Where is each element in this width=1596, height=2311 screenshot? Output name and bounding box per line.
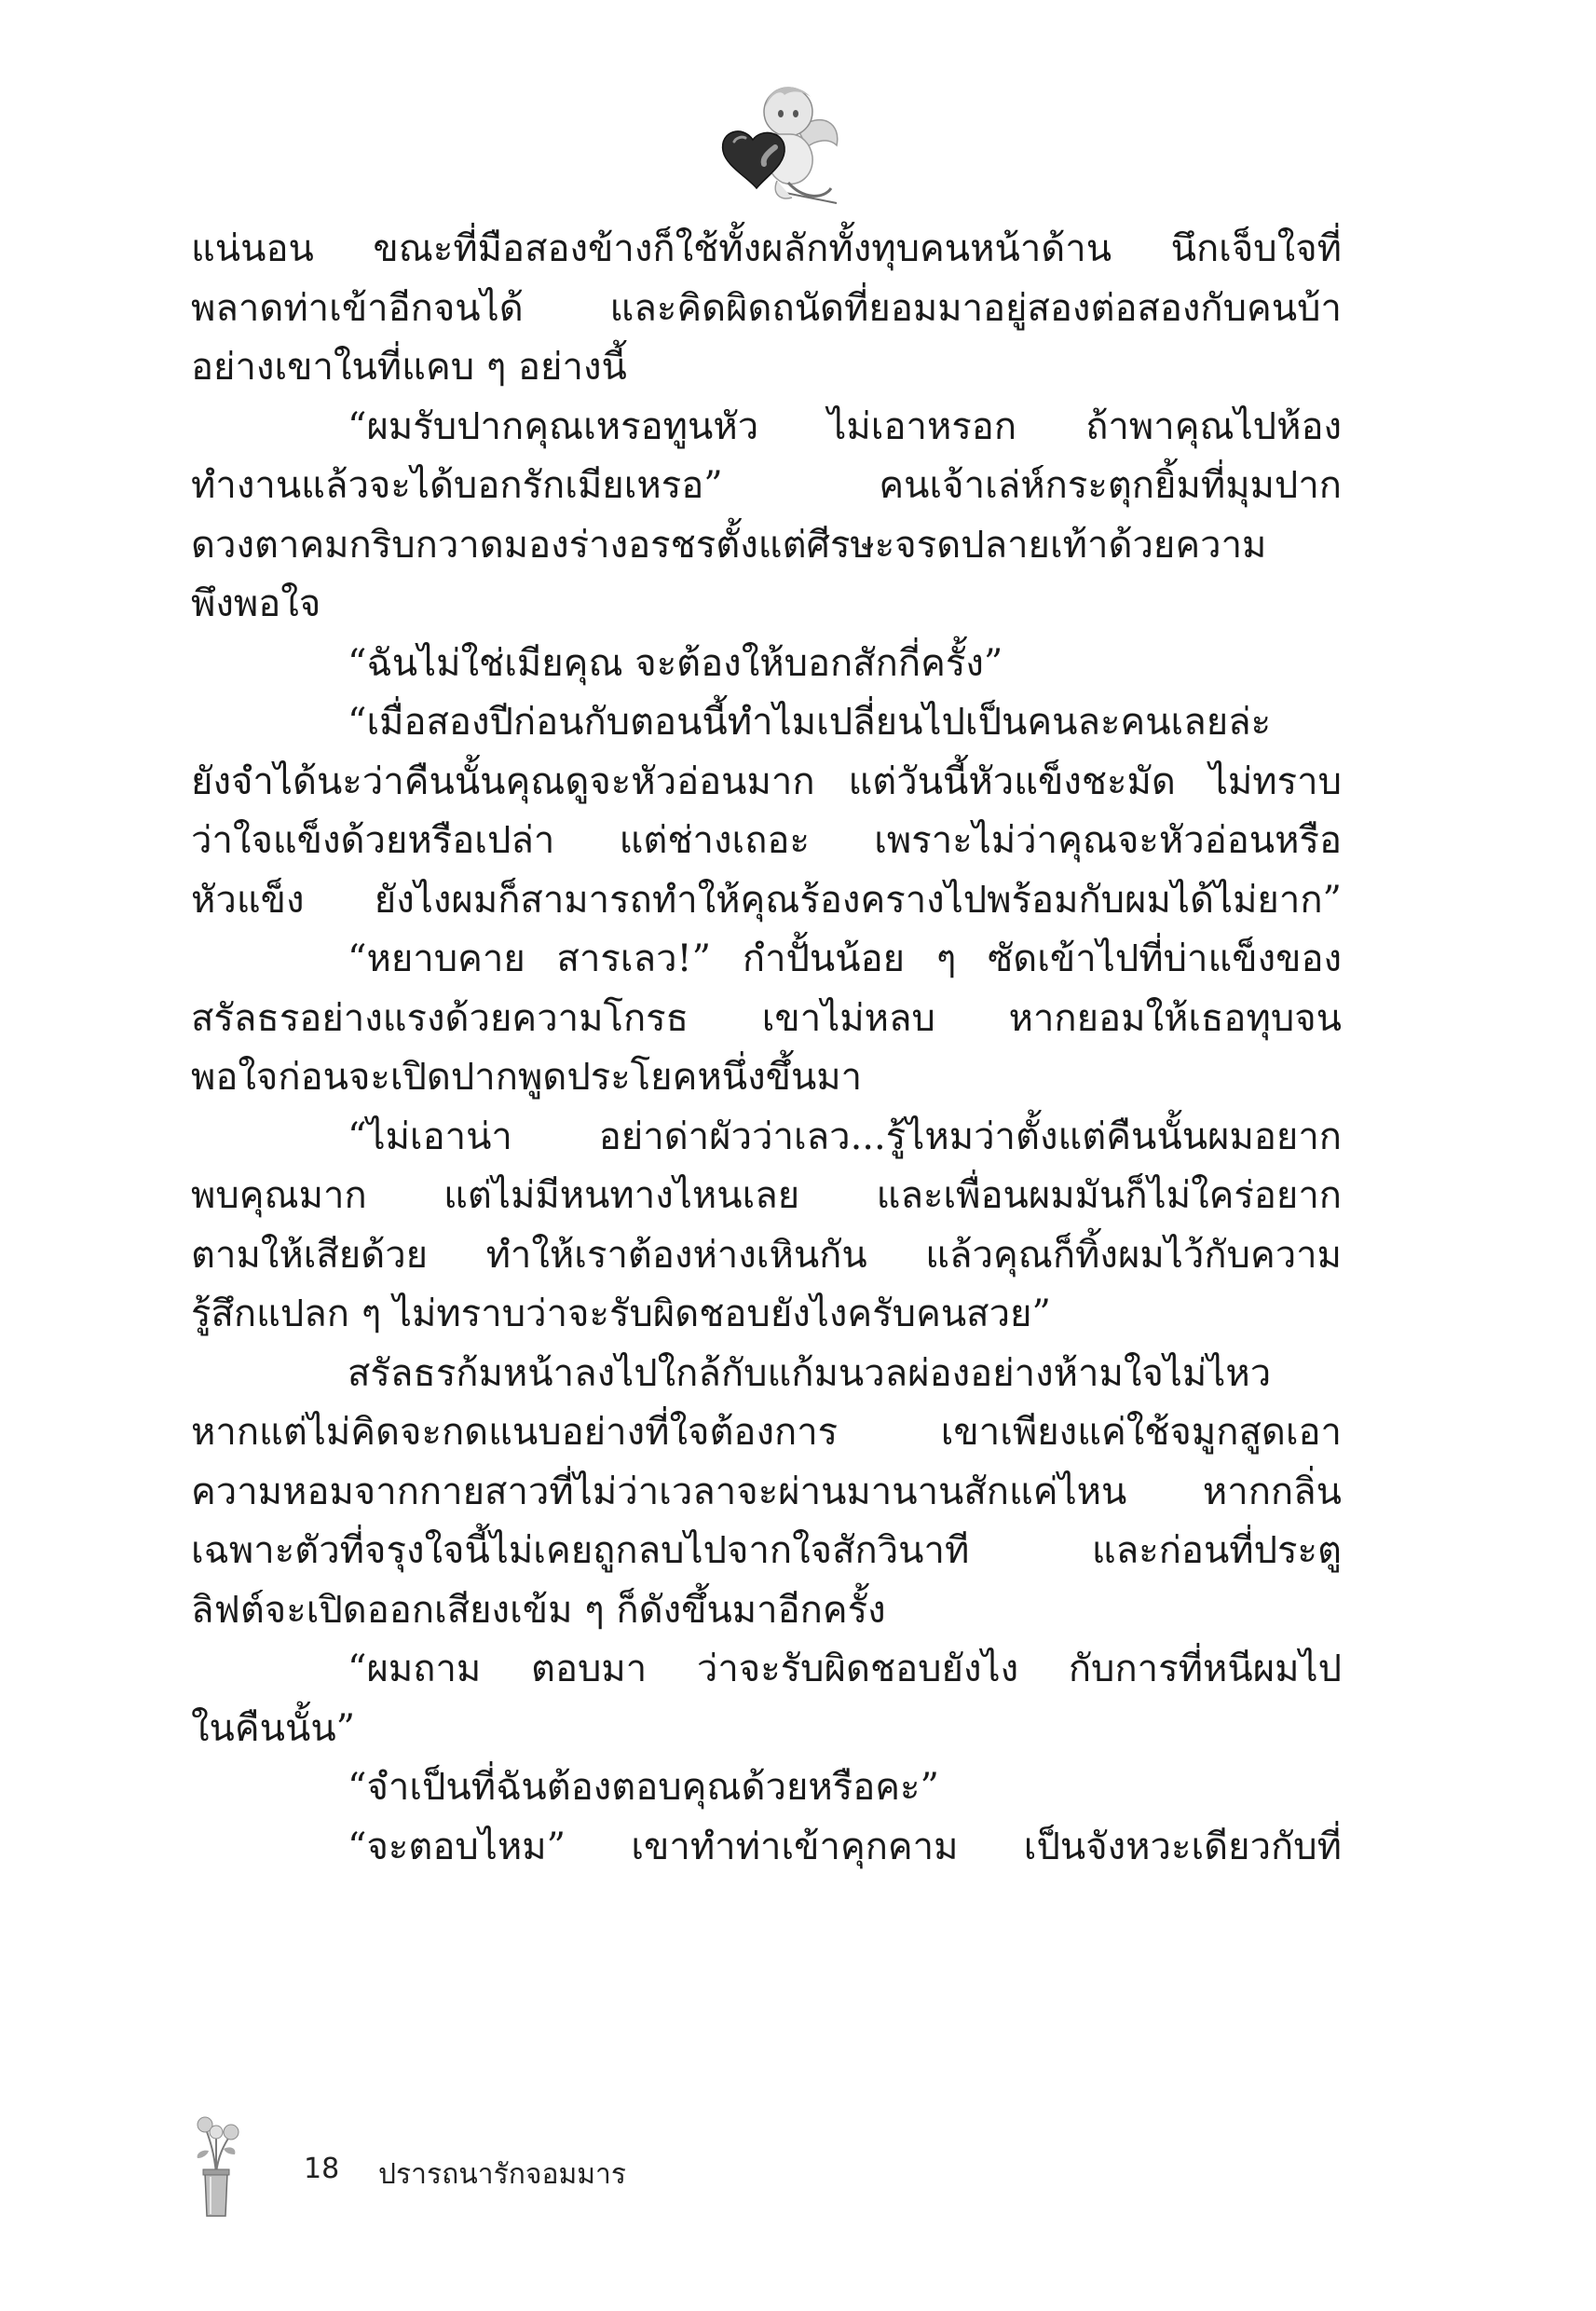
book-title: ปรารถนารักจอมมาร	[378, 2158, 627, 2191]
text-line: รู้สึกแปลก ๆ ไม่ทราบว่าจะรับผิดชอบยังไงครับคนสวย”	[191, 1292, 1051, 1335]
text-line: ทำงานแล้วจะได้บอกรักเมียเหรอ” คนเจ้าเล่ห์กระตุกยิ้มที่มุมปาก	[191, 464, 1342, 507]
text-line: สรัลธรอย่างแรงด้วยความโกรธ เขาไม่หลบ หากยอมให้เธอทุบจน	[191, 996, 1342, 1040]
flower-vase-icon	[183, 2108, 248, 2220]
text-line: ยังจำได้นะว่าคืนนั้นคุณดูจะหัวอ่อนมาก แต่วันนี้หัวแข็งชะมัด ไม่ทราบ	[191, 759, 1342, 803]
text-line: ดวงตาคมกริบกวาดมองร่างอรชรตั้งแต่ศีรษะจรดปลายเท้าด้วยความ	[191, 523, 1267, 567]
text-line: พลาดท่าเข้าอีกจนได้ และคิดผิดถนัดที่ยอมมาอยู่สองต่อสองกับคนบ้า	[191, 286, 1342, 330]
text-line: พอใจก่อนจะเปิดปากพูดประโยคหนึ่งขึ้นมา	[191, 1056, 863, 1099]
text-line: “หยาบคาย สารเลว!” กำปั้นน้อย ๆ ซัดเข้าไปที่บ่าแข็งของ	[348, 937, 1342, 980]
text-line: “เมื่อสองปีก่อนกับตอนนี้ทำไมเปลี่ยนไปเป็นคนละคนเลยล่ะ	[348, 701, 1272, 744]
text-line: เฉพาะตัวที่จรุงใจนี้ไม่เคยถูกลบไปจากใจสักวินาที และก่อนที่ประตู	[191, 1529, 1342, 1572]
body-text	[191, 220, 1342, 1877]
text-line: “จำเป็นที่ฉันต้องตอบคุณด้วยหรือคะ”	[348, 1766, 939, 1809]
page-footer	[183, 2108, 835, 2220]
text-line: ความหอมจากกายสาวที่ไม่ว่าเวลาจะผ่านมานานสักแค่ไหน หากกลิ่น	[191, 1470, 1342, 1513]
text-line: ตามให้เสียด้วย ทำให้เราต้องห่างเหินกัน แล้วคุณก็ทิ้งผมไว้กับความ	[191, 1233, 1342, 1277]
text-line: อย่างเขาในที่แคบ ๆ อย่างนี้	[191, 346, 627, 389]
text-line: พึงพอใจ	[191, 582, 321, 625]
text-line: หากแต่ไม่คิดจะกดแนบอย่างที่ใจต้องการ เขาเพียงแค่ใช้จมูกสูดเอา	[191, 1411, 1342, 1454]
text-line: “จะตอบไหม” เขาทำท่าเข้าคุกคาม เป็นจังหวะเดียวกับที่	[348, 1825, 1342, 1868]
cupid-with-heart-icon	[706, 73, 846, 212]
text-line: “ผมถาม ตอบมา ว่าจะรับผิดชอบยังไง กับการที่หนีผมไป	[348, 1648, 1342, 1690]
text-line: ในคืนนั้น”	[191, 1706, 356, 1750]
text-line: หัวแข็ง ยังไงผมก็สามารถทำให้คุณร้องครางไปพร้อมกับผมได้ไม่ยาก”	[191, 878, 1342, 922]
text-line: พบคุณมาก แต่ไม่มีหนทางไหนเลย และเพื่อนผมมันก็ไม่ใคร่อยาก	[191, 1174, 1342, 1217]
text-line: แน่นอน ขณะที่มือสองข้างก็ใช้ทั้งผลักทั้งทุบคนหน้าด้าน นึกเจ็บใจที่	[191, 227, 1342, 270]
text-line: “ผมรับปากคุณเหรอทูนหัว ไม่เอาหรอก ถ้าพาคุณไปห้อง	[348, 404, 1342, 448]
text-line: ลิฟต์จะเปิดออกเสียงเข้ม ๆ ก็ดังขึ้นมาอีกครั้ง	[191, 1588, 886, 1632]
page-number: 18	[304, 2153, 340, 2185]
text-line: สรัลธรก้มหน้าลงไปใกล้กับแก้มนวลผ่องอย่างห้ามใจไม่ไหว	[348, 1351, 1272, 1395]
text-line: “ไม่เอาน่า อย่าด่าผัวว่าเลว...รู้ไหมว่าตั้งแต่คืนนั้นผมอยาก	[348, 1114, 1342, 1158]
text-line: “ฉันไม่ใช่เมียคุณ จะต้องให้บอกสักกี่ครั้ง”	[348, 641, 1003, 685]
text-line: ว่าใจแข็งด้วยหรือเปล่า แต่ช่างเถอะ เพราะไม่ว่าคุณจะหัวอ่อนหรือ	[191, 819, 1342, 862]
